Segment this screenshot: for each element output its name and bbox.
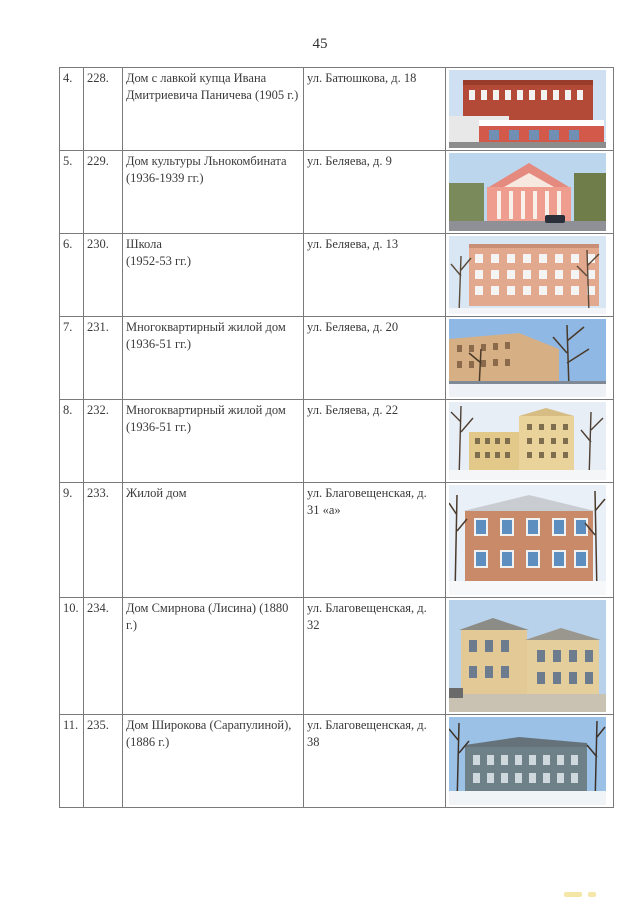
object-name: Дом культуры Льнокомбината (1936-1939 гг.) [123,151,304,234]
building-photo [449,153,606,231]
table-row [60,151,614,234]
object-name: Дом Широкова (Сарапулиной), (1886 г.) [123,715,304,808]
object-name: Многоквартирный жилой дом (1936-51 гг.) [123,400,304,483]
row-number: 9. [60,483,84,598]
register-number: 229. [84,151,123,234]
page-number: 45 [312,36,328,52]
register-number: 228. [84,68,123,151]
object-address: ул. Беляева, д. 13 [304,234,446,317]
register-number: 231. [84,317,123,400]
register-number: 232. [84,400,123,483]
row-number: 11. [60,715,84,808]
building-photo [449,402,606,480]
row-number: 7. [60,317,84,400]
register-number: 230. [84,234,123,317]
object-address: ул. Беляева, д. 20 [304,317,446,400]
object-address: ул. Батюшкова, д. 18 [304,68,446,151]
object-address: ул. Беляева, д. 9 [304,151,446,234]
scan-artifact-mark [588,892,596,897]
object-name: Дом Смирнова (Лисина) (1880 г.) [123,598,304,715]
row-number: 6. [60,234,84,317]
row-number: 5. [60,151,84,234]
table-row [60,234,614,317]
table-row [60,598,614,715]
object-address: ул. Благовещенская, д. 31 «а» [304,483,446,598]
heritage-register-table [59,67,614,808]
building-photo [449,319,606,397]
object-address: ул. Благовещенская, д. 38 [304,715,446,808]
object-name: Дом с лавкой купца Ивана Дмитриевича Паничева (1905 г.) [123,68,304,151]
building-photo [449,70,606,148]
object-address: ул. Беляева, д. 22 [304,400,446,483]
object-name: Многоквартирный жилой дом (1936-51 гг.) [123,317,304,400]
register-number: 233. [84,483,123,598]
register-number: 235. [84,715,123,808]
table-row [60,400,614,483]
object-name: Школа (1952-53 гг.) [123,234,304,317]
building-photo [449,236,606,314]
object-name: Жилой дом [123,483,304,598]
building-photo [449,717,606,805]
register-number: 234. [84,598,123,715]
table-row [60,317,614,400]
table-row [60,715,614,808]
row-number: 10. [60,598,84,715]
building-photo [449,600,606,712]
table-row [60,68,614,151]
object-address: ул. Благовещенская, д. 32 [304,598,446,715]
building-photo [449,485,606,595]
table-row [60,483,614,598]
row-number: 8. [60,400,84,483]
scan-artifact-mark [564,892,582,897]
row-number: 4. [60,68,84,151]
